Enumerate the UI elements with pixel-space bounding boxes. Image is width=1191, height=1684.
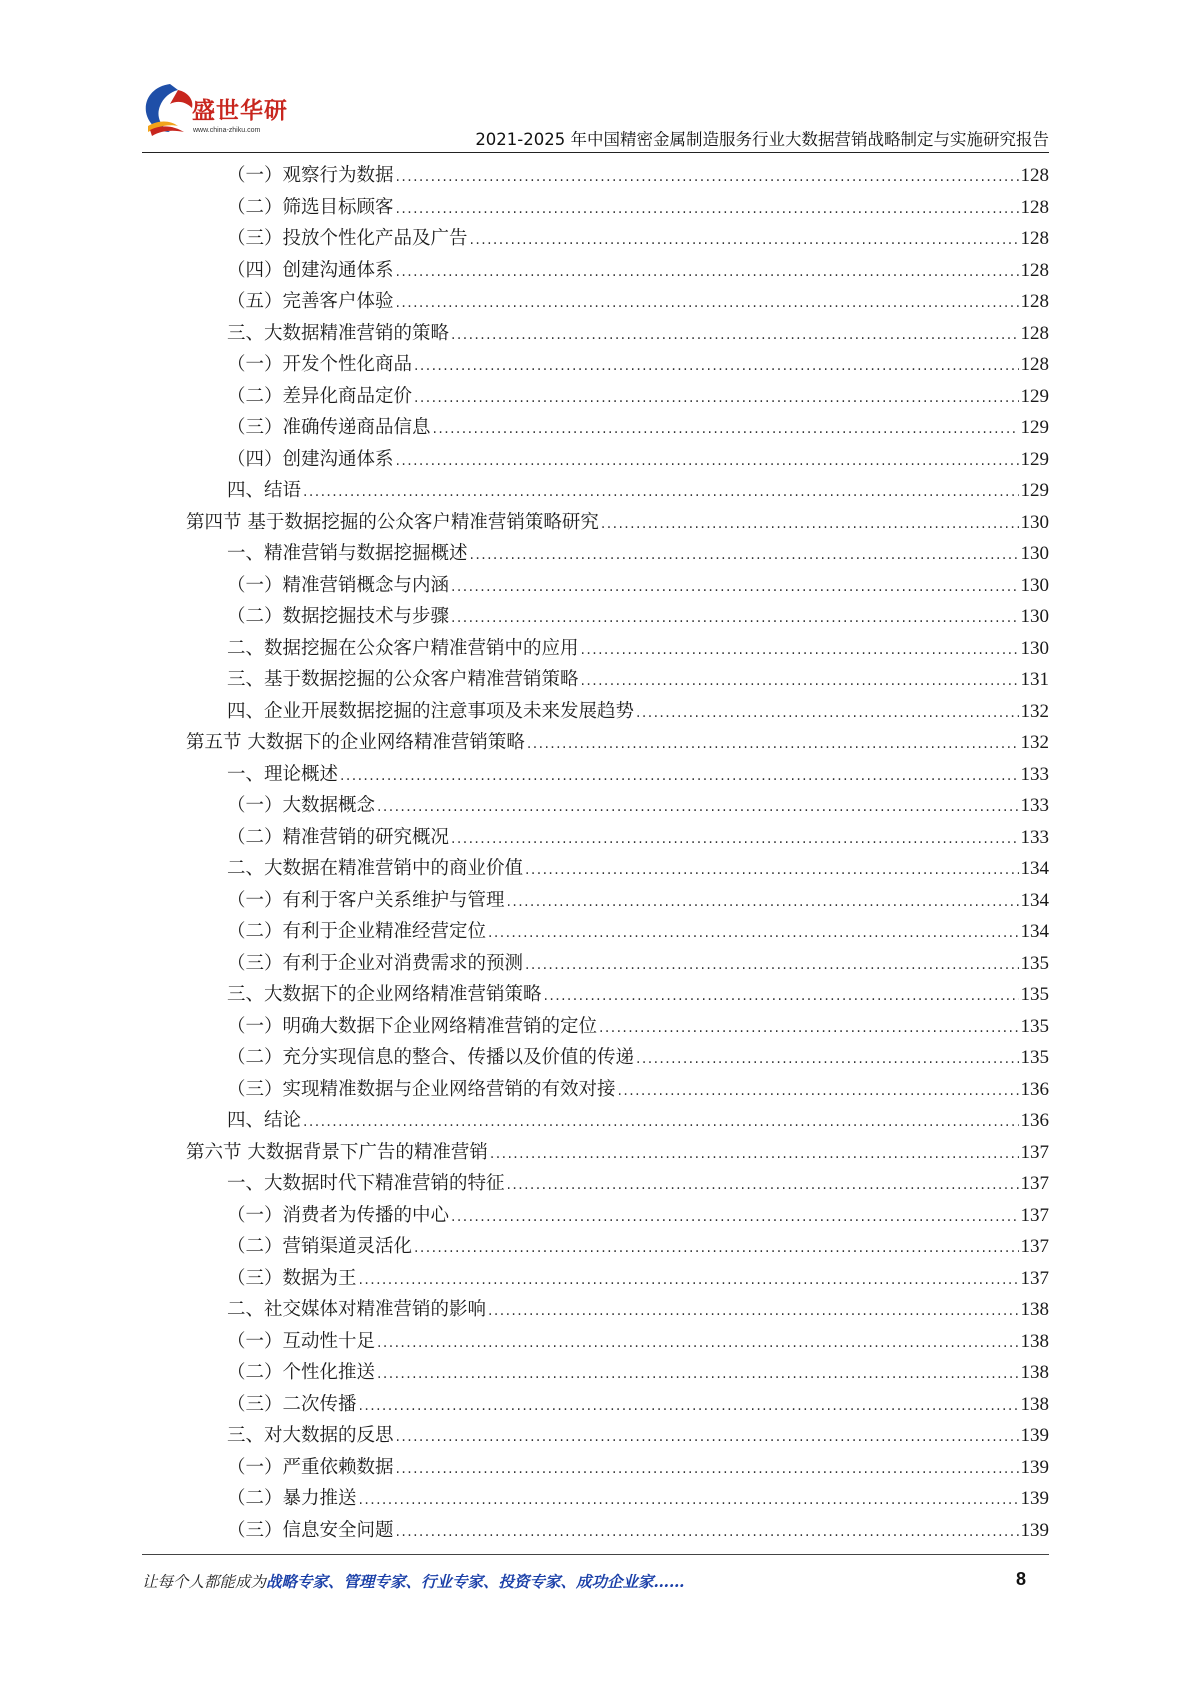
toc-leader-dots <box>396 201 1019 217</box>
toc-entry-page: 137 <box>1020 1173 1049 1194</box>
toc-leader-dots <box>359 1492 1019 1508</box>
toc-entry-label: （一）严重依赖数据 <box>227 1456 394 1478</box>
toc-leader-dots <box>396 1429 1019 1445</box>
toc-entry-page: 137 <box>1020 1141 1049 1163</box>
toc-leader-dots <box>490 1146 1019 1162</box>
toc-leader-dots <box>414 390 1018 406</box>
footer-slogan-prefix: 让每个人都能成为 <box>142 1573 267 1591</box>
toc-entry-label: 第六节 大数据背景下广告的精准营销 <box>186 1141 488 1163</box>
toc-entry-label: （一）互动性十足 <box>227 1330 376 1352</box>
toc-entry-page: 134 <box>1020 889 1049 911</box>
toc-entry[interactable] <box>186 1106 1049 1138</box>
toc-leader-dots <box>377 799 1018 815</box>
logo-title: 盛世华研 <box>192 98 288 124</box>
toc-entry-page: 130 <box>1020 543 1049 564</box>
toc-leader-dots <box>303 484 1018 500</box>
toc-entry[interactable] <box>186 476 1049 508</box>
toc-entry[interactable] <box>186 413 1049 445</box>
toc-leader-dots <box>581 673 1019 689</box>
page-number: 8 <box>1015 1569 1026 1589</box>
toc-entry-page: 138 <box>1020 1362 1049 1383</box>
toc-entry-page: 131 <box>1020 669 1049 690</box>
toc-entry-label: （一）开发个性化商品 <box>227 354 413 375</box>
toc-entry[interactable] <box>186 665 1049 697</box>
toc-entry-label: 三、对大数据的反思 <box>227 1425 394 1446</box>
toc-leader-dots <box>451 610 1018 626</box>
toc-entry[interactable] <box>186 1453 1049 1485</box>
toc-entry-page: 128 <box>1020 322 1049 344</box>
toc-entry[interactable] <box>186 886 1049 918</box>
toc-leader-dots <box>581 642 1019 658</box>
toc-entry[interactable] <box>186 224 1049 256</box>
toc-leader-dots <box>396 295 1019 311</box>
toc-entry-label: （二）暴力推送 <box>227 1488 357 1509</box>
toc-entry-page: 137 <box>1020 1267 1049 1289</box>
toc-leader-dots <box>303 1114 1018 1130</box>
toc-entry-label: （二）差异化商品定价 <box>227 385 413 407</box>
toc-entry-page: 133 <box>1020 795 1049 816</box>
toc-entry[interactable] <box>186 382 1049 414</box>
toc-entry-label: （三）数据为王 <box>227 1267 357 1289</box>
toc-entry[interactable] <box>186 508 1049 540</box>
toc-entry-label: 二、社交媒体对精准营销的影响 <box>227 1299 487 1320</box>
toc-leader-dots <box>396 264 1019 280</box>
toc-leader-dots <box>525 957 1018 973</box>
toc-entry[interactable] <box>186 1295 1049 1327</box>
toc-leader-dots <box>433 421 1019 437</box>
toc-entry[interactable] <box>186 1516 1049 1548</box>
toc-entry-label: （三）二次传播 <box>227 1393 357 1415</box>
toc-entry-label: 三、大数据精准营销的策略 <box>227 322 450 344</box>
toc-leader-dots <box>507 1177 1019 1193</box>
toc-entry-page: 128 <box>1020 354 1049 375</box>
toc-entry-page: 129 <box>1020 417 1049 438</box>
toc-leader-dots <box>488 925 1018 941</box>
toc-entry[interactable] <box>186 1484 1049 1516</box>
toc-entry-label: （二）精准营销的研究概况 <box>227 826 450 848</box>
logo-url: www.china-zhiku.com <box>193 127 261 134</box>
toc-entry-label: （二）数据挖掘技术与步骤 <box>227 606 450 627</box>
table-of-contents <box>186 161 1049 1547</box>
toc-entry-label: （二）营销渠道灵活化 <box>227 1236 413 1257</box>
toc-entry-label: （四）创建沟通体系 <box>227 448 394 470</box>
toc-leader-dots <box>470 232 1019 248</box>
toc-entry-page: 135 <box>1020 1047 1049 1068</box>
toc-entry-label: （三）有利于企业对消费需求的预测 <box>227 952 524 974</box>
toc-leader-dots <box>377 1335 1018 1351</box>
toc-entry-page: 135 <box>1020 1015 1049 1037</box>
toc-entry-label: 一、理论概述 <box>227 763 339 785</box>
toc-entry[interactable] <box>186 319 1049 351</box>
toc-entry-label: （一）观察行为数据 <box>227 165 394 186</box>
toc-entry-page: 133 <box>1020 763 1049 785</box>
toc-entry-label: （五）完善客户体验 <box>227 291 394 312</box>
toc-leader-dots <box>601 516 1019 532</box>
toc-entry[interactable] <box>186 539 1049 571</box>
toc-entry-page: 139 <box>1020 1488 1049 1509</box>
toc-entry[interactable] <box>186 571 1049 603</box>
toc-entry[interactable] <box>186 1264 1049 1296</box>
toc-entry[interactable] <box>186 728 1049 760</box>
toc-entry[interactable] <box>186 1421 1049 1453</box>
toc-entry-page: 130 <box>1020 511 1049 533</box>
company-logo <box>140 80 300 152</box>
toc-entry-label: （二）个性化推送 <box>227 1362 376 1383</box>
toc-entry-page: 138 <box>1020 1330 1049 1352</box>
toc-entry[interactable] <box>186 980 1049 1012</box>
toc-entry-page: 128 <box>1020 259 1049 281</box>
toc-entry-label: 二、大数据在精准营销中的商业价值 <box>227 858 524 879</box>
toc-entry-page: 128 <box>1020 228 1049 249</box>
toc-leader-dots <box>636 705 1018 721</box>
toc-leader-dots <box>525 862 1018 878</box>
toc-entry-page: 139 <box>1020 1519 1049 1541</box>
toc-entry[interactable] <box>186 854 1049 886</box>
toc-entry-label: 三、基于数据挖掘的公众客户精准营销策略 <box>227 669 579 690</box>
toc-entry[interactable] <box>186 1358 1049 1390</box>
toc-entry-page: 136 <box>1020 1110 1049 1131</box>
toc-entry-page: 137 <box>1020 1204 1049 1226</box>
report-title: 2021-2025 年中国精密金属制造服务行业大数据营销战略制定与实施研究报告 <box>475 130 1049 149</box>
toc-entry[interactable] <box>186 1138 1049 1170</box>
toc-entry-page: 129 <box>1020 448 1049 470</box>
toc-leader-dots <box>451 1209 1018 1225</box>
toc-entry-label: （三）投放个性化产品及广告 <box>227 228 468 249</box>
toc-entry-page: 139 <box>1020 1425 1049 1446</box>
toc-leader-dots <box>451 831 1018 847</box>
toc-entry-page: 138 <box>1020 1393 1049 1415</box>
toc-leader-dots <box>618 1083 1019 1099</box>
toc-leader-dots <box>599 1020 1018 1036</box>
footer-slogan <box>142 1570 685 1592</box>
toc-entry-page: 129 <box>1020 480 1049 501</box>
footer-divider <box>142 1554 1049 1555</box>
toc-entry[interactable] <box>186 1201 1049 1233</box>
toc-leader-dots <box>488 1303 1018 1319</box>
toc-entry-page: 128 <box>1020 291 1049 312</box>
toc-entry-page: 135 <box>1020 952 1049 974</box>
toc-entry-label: 四、结语 <box>227 480 302 501</box>
toc-leader-dots <box>396 1461 1019 1477</box>
toc-entry[interactable] <box>186 350 1049 382</box>
toc-entry-label: （二）充分实现信息的整合、传播以及价值的传递 <box>227 1047 635 1068</box>
toc-entry[interactable] <box>186 1043 1049 1075</box>
toc-entry[interactable] <box>186 1075 1049 1107</box>
toc-entry-label: （一）精准营销概念与内涵 <box>227 574 450 596</box>
toc-leader-dots <box>414 358 1018 374</box>
toc-leader-dots <box>340 768 1018 784</box>
toc-entry-label: （三）实现精准数据与企业网络营销的有效对接 <box>227 1078 616 1100</box>
header-divider <box>142 152 1049 153</box>
toc-entry-label: （三）准确传递商品信息 <box>227 417 431 438</box>
toc-entry-page: 129 <box>1020 385 1049 407</box>
toc-entry-label: 四、结论 <box>227 1110 302 1131</box>
toc-leader-dots <box>377 1366 1018 1382</box>
toc-leader-dots <box>414 1240 1018 1256</box>
toc-leader-dots <box>451 327 1018 343</box>
toc-entry[interactable] <box>186 161 1049 193</box>
toc-entry-page: 133 <box>1020 826 1049 848</box>
toc-entry-page: 128 <box>1020 165 1049 186</box>
toc-entry-page: 128 <box>1020 196 1049 218</box>
toc-leader-dots <box>396 453 1019 469</box>
toc-entry-page: 134 <box>1020 858 1049 879</box>
toc-entry[interactable] <box>186 1327 1049 1359</box>
toc-entry-page: 130 <box>1020 574 1049 596</box>
toc-entry-page: 132 <box>1020 732 1049 753</box>
toc-leader-dots <box>544 988 1019 1004</box>
toc-entry-label: （三）信息安全问题 <box>227 1519 394 1541</box>
toc-entry-page: 139 <box>1020 1456 1049 1478</box>
toc-entry[interactable] <box>186 602 1049 634</box>
toc-leader-dots <box>527 736 1019 752</box>
toc-entry-page: 130 <box>1020 606 1049 627</box>
toc-leader-dots <box>359 1398 1019 1414</box>
toc-entry[interactable] <box>186 256 1049 288</box>
toc-entry-page: 136 <box>1020 1078 1049 1100</box>
toc-entry-label: 三、大数据下的企业网络精准营销策略 <box>227 984 542 1005</box>
toc-entry-label: （四）创建沟通体系 <box>227 259 394 281</box>
toc-entry[interactable] <box>186 760 1049 792</box>
logo-emblem-icon <box>140 80 196 142</box>
toc-entry[interactable] <box>186 949 1049 981</box>
toc-entry-label: 二、数据挖掘在公众客户精准营销中的应用 <box>227 637 579 659</box>
toc-entry-label: （一）大数据概念 <box>227 795 376 816</box>
toc-entry[interactable] <box>186 445 1049 477</box>
toc-entry[interactable] <box>186 791 1049 823</box>
toc-leader-dots <box>451 579 1018 595</box>
toc-entry-label: （一）明确大数据下企业网络精准营销的定位 <box>227 1015 598 1037</box>
toc-leader-dots <box>396 169 1019 185</box>
toc-entry[interactable] <box>186 1012 1049 1044</box>
toc-entry-label: （一）有利于客户关系维护与管理 <box>227 889 505 911</box>
toc-leader-dots <box>507 894 1019 910</box>
toc-entry[interactable] <box>186 1390 1049 1422</box>
toc-entry-label: 一、大数据时代下精准营销的特征 <box>227 1173 505 1194</box>
toc-entry-label: 四、企业开展数据挖掘的注意事项及未来发展趋势 <box>227 700 635 722</box>
toc-entry[interactable] <box>186 1169 1049 1201</box>
toc-entry-label: 第四节 基于数据挖掘的公众客户精准营销策略研究 <box>186 511 599 533</box>
toc-entry[interactable] <box>186 917 1049 949</box>
footer-slogan-highlight: 战略专家、管理专家、行业专家、投资专家、成功企业家…… <box>266 1572 685 1591</box>
toc-entry[interactable] <box>186 697 1049 729</box>
toc-entry[interactable] <box>186 287 1049 319</box>
toc-entry[interactable] <box>186 1232 1049 1264</box>
toc-entry[interactable] <box>186 193 1049 225</box>
toc-entry-label: （二）筛选目标顾客 <box>227 196 394 218</box>
toc-entry-label: 一、精准营销与数据挖掘概述 <box>227 543 468 564</box>
toc-entry[interactable] <box>186 634 1049 666</box>
toc-entry-page: 138 <box>1020 1299 1049 1320</box>
toc-entry-label: （二）有利于企业精准经营定位 <box>227 921 487 942</box>
toc-leader-dots <box>470 547 1019 563</box>
toc-entry-page: 132 <box>1020 700 1049 722</box>
toc-entry-page: 130 <box>1020 637 1049 659</box>
toc-entry-label: （一）消费者为传播的中心 <box>227 1204 450 1226</box>
toc-entry[interactable] <box>186 823 1049 855</box>
toc-entry-page: 134 <box>1020 921 1049 942</box>
toc-entry-page: 135 <box>1020 984 1049 1005</box>
toc-leader-dots <box>636 1051 1018 1067</box>
toc-entry-page: 137 <box>1020 1236 1049 1257</box>
toc-leader-dots <box>359 1272 1019 1288</box>
toc-entry-label: 第五节 大数据下的企业网络精准营销策略 <box>186 732 525 753</box>
toc-leader-dots <box>396 1524 1019 1540</box>
